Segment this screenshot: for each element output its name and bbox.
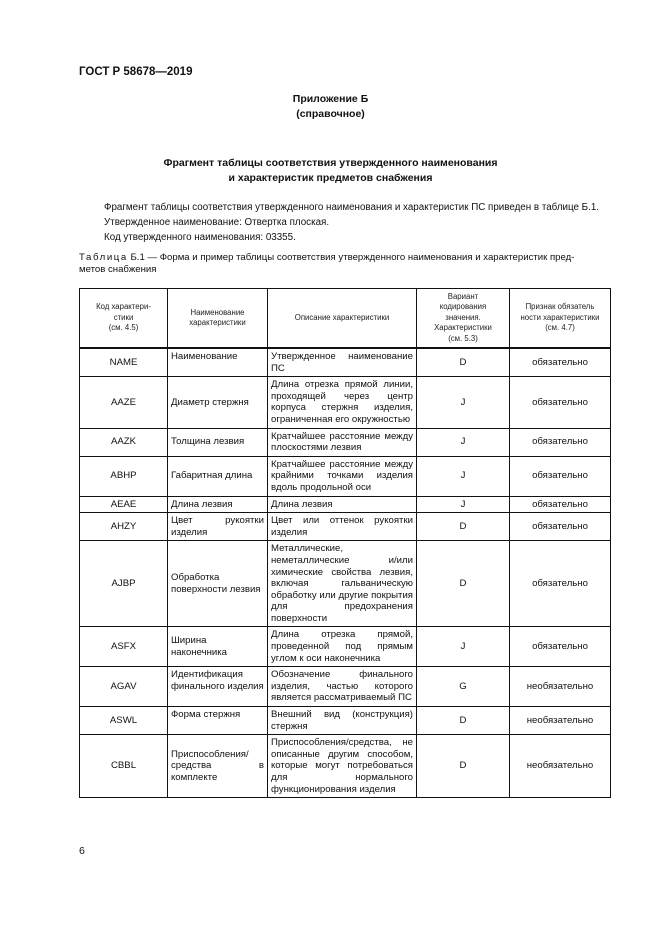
cell-name: Форма стержня bbox=[168, 707, 268, 735]
cell-description: Длина лезвия bbox=[268, 496, 417, 513]
cell-flag: обязательно bbox=[510, 456, 611, 496]
table-row bbox=[80, 377, 611, 428]
table-row bbox=[80, 428, 611, 456]
cell-description: Приспособления/средства, не описанные другим способом, которые могут потребоваться для нормального функционирования изделия bbox=[268, 735, 417, 798]
cell-flag: обязательно bbox=[510, 377, 611, 428]
table-header-row bbox=[80, 289, 611, 349]
cell-description: Длина отрезка прямой линии, проходящей через центр корпуса стержня изделия, ограниченная его окружностью bbox=[268, 377, 417, 428]
cell-variant: D bbox=[417, 735, 510, 798]
cell-description: Кратчайшее расстояние между крайними точками изделия вдоль продольной оси bbox=[268, 456, 417, 496]
cell-variant: D bbox=[417, 513, 510, 541]
cell-description: Металлические, неметаллические и/или химические свойства лезвия, включая гальваническую обработку или другие покрытия для предохранения поверхности bbox=[268, 541, 417, 627]
intro-line1: Фрагмент таблицы соответствия утвержденного наименования и характеристик ПС приведен в таблице Б.1. bbox=[104, 202, 599, 213]
cell-flag: обязательно bbox=[510, 496, 611, 513]
cell-name: Идентификация финального изделия bbox=[168, 667, 268, 707]
intro-line2: Утвержденное наименование: Отвертка плоская. bbox=[104, 217, 330, 228]
cell-variant: J bbox=[417, 627, 510, 667]
header-description: Описание характеристики bbox=[268, 289, 417, 349]
section-title-line1: Фрагмент таблицы соответствия утвержденного наименования bbox=[163, 157, 498, 169]
table-caption bbox=[79, 252, 609, 276]
cell-code: ASWL bbox=[80, 707, 168, 735]
cell-variant: D bbox=[417, 348, 510, 377]
cell-variant: D bbox=[417, 541, 510, 627]
table-row bbox=[80, 627, 611, 667]
cell-name: Приспособления/средства в комплекте bbox=[168, 735, 268, 798]
section-title-line2: и характеристик предметов снабжения bbox=[228, 172, 433, 184]
header-name: Наименование характеристики bbox=[168, 289, 268, 349]
header-variant: Вариант кодирования значения. Характеристики (см. 5.3) bbox=[417, 289, 510, 349]
cell-code: NAME bbox=[80, 348, 168, 377]
cell-variant: J bbox=[417, 496, 510, 513]
table-row bbox=[80, 348, 611, 377]
cell-description: Внешний вид (конструкция) стержня bbox=[268, 707, 417, 735]
table-caption-label: Таблица bbox=[79, 252, 128, 263]
header-mandatory-flag: Признак обязатель ности характеристики (см. 4.7) bbox=[510, 289, 611, 349]
cell-name: Наименование bbox=[168, 348, 268, 377]
cell-name: Цвет рукоятки изделия bbox=[168, 513, 268, 541]
table-row bbox=[80, 667, 611, 707]
table-caption-number: Б.1 bbox=[130, 252, 145, 263]
characteristics-table bbox=[79, 288, 611, 798]
intro-line3: Код утвержденного наименования: 03355. bbox=[104, 232, 296, 243]
cell-code: ASFX bbox=[80, 627, 168, 667]
cell-code: AAZK bbox=[80, 428, 168, 456]
cell-flag: обязательно bbox=[510, 428, 611, 456]
table-row bbox=[80, 456, 611, 496]
cell-variant: D bbox=[417, 707, 510, 735]
cell-name: Обработка поверхности лезвия bbox=[168, 541, 268, 627]
cell-description: Кратчайшее расстояние между плоскостями лезвия bbox=[268, 428, 417, 456]
cell-flag: необязательно bbox=[510, 667, 611, 707]
table-row bbox=[80, 496, 611, 513]
cell-flag: необязательно bbox=[510, 735, 611, 798]
appendix-title: Приложение Б bbox=[292, 93, 369, 105]
cell-name: Длина лезвия bbox=[168, 496, 268, 513]
table-row bbox=[80, 513, 611, 541]
cell-code: CBBL bbox=[80, 735, 168, 798]
cell-description: Длина отрезка прямой, проведенной под прямым углом к оси наконечника bbox=[268, 627, 417, 667]
cell-variant: J bbox=[417, 377, 510, 428]
cell-code: AJBP bbox=[80, 541, 168, 627]
cell-code: AGAV bbox=[80, 667, 168, 707]
cell-description: Утвержденное наименование ПС bbox=[268, 348, 417, 377]
cell-code: AEAE bbox=[80, 496, 168, 513]
cell-code: AHZY bbox=[80, 513, 168, 541]
cell-name: Диаметр стержня bbox=[168, 377, 268, 428]
table-caption-text-cont: метов снабжения bbox=[79, 264, 157, 275]
cell-description: Обозначение финального изделия, частью которого является рассматриваемый ПС bbox=[268, 667, 417, 707]
cell-flag: обязательно bbox=[510, 541, 611, 627]
cell-code: ABHP bbox=[80, 456, 168, 496]
cell-name: Габаритная длина bbox=[168, 456, 268, 496]
table-row bbox=[80, 735, 611, 798]
header-code: Код характери- стики (см. 4.5) bbox=[80, 289, 168, 349]
page-number: 6 bbox=[79, 845, 85, 857]
appendix-subtitle: (справочное) bbox=[296, 108, 365, 120]
cell-flag: обязательно bbox=[510, 348, 611, 377]
cell-flag: необязательно bbox=[510, 707, 611, 735]
cell-code: AAZE bbox=[80, 377, 168, 428]
cell-flag: обязательно bbox=[510, 627, 611, 667]
cell-name: Толщина лезвия bbox=[168, 428, 268, 456]
cell-name: Ширина наконечника bbox=[168, 627, 268, 667]
table-caption-text: — Форма и пример таблицы соответствия утвержденного наименования и характеристик пред- bbox=[144, 252, 575, 263]
cell-description: Цвет или оттенок рукоятки изделия bbox=[268, 513, 417, 541]
cell-variant: J bbox=[417, 456, 510, 496]
table-row bbox=[80, 707, 611, 735]
cell-variant: J bbox=[417, 428, 510, 456]
document-id: ГОСТ Р 58678—2019 bbox=[79, 66, 193, 78]
cell-variant: G bbox=[417, 667, 510, 707]
cell-flag: обязательно bbox=[510, 513, 611, 541]
table-row bbox=[80, 541, 611, 627]
